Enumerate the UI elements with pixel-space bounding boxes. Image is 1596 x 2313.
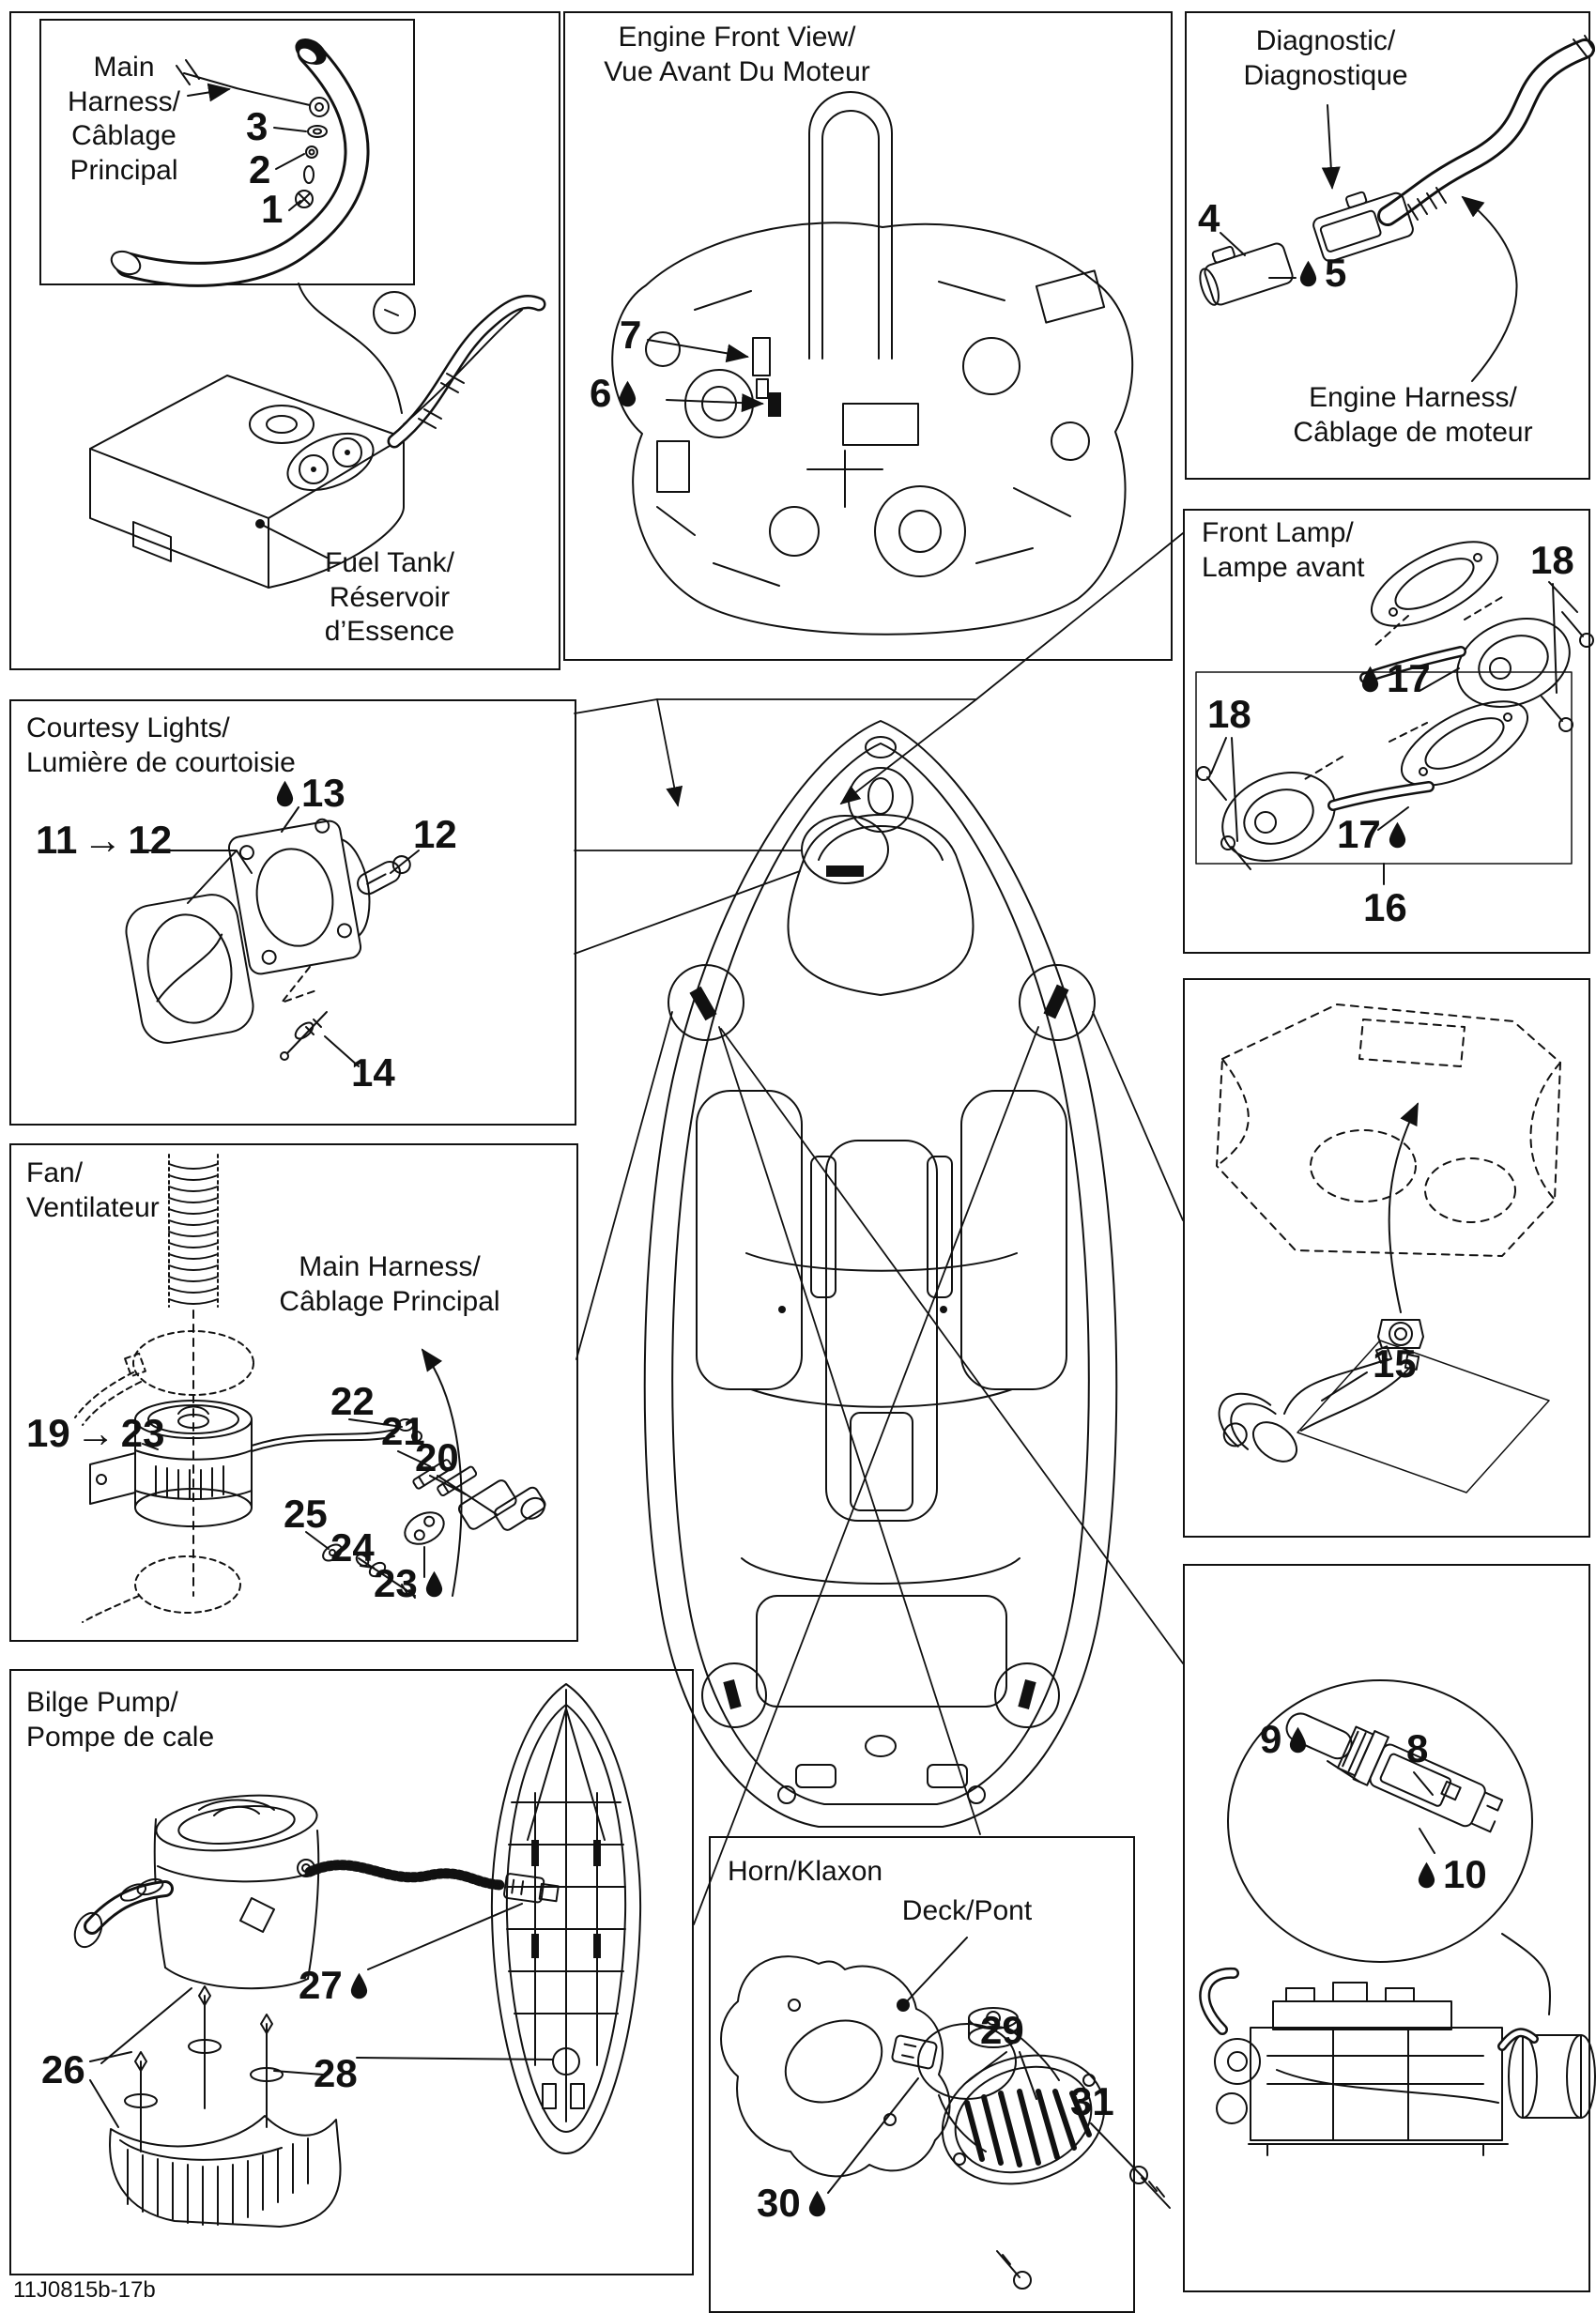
main-harness-title: Main Harness/ Câblage Principal [67, 52, 181, 186]
fan-title: Fan/ Ventilateur [26, 1157, 160, 1223]
engine-harness-label: Engine Harness/ Câblage de moteur [1293, 382, 1533, 448]
panel-engine-front-view [563, 11, 1173, 661]
callout-22: 22 [330, 1379, 375, 1423]
front-lamp-title: Front Lamp/ Lampe avant [1202, 517, 1365, 583]
callout-27: 27 [299, 1966, 370, 2005]
page-code: 11J0815b-17b [13, 2277, 156, 2303]
callout-13: 13 [274, 774, 345, 813]
lubricant-drop-icon [1387, 820, 1408, 850]
callout-24: 24 [330, 1525, 375, 1570]
callout-8: 8 [1406, 1726, 1429, 1770]
callout-5: 5 [1297, 253, 1346, 293]
callout-17b: 17 [1337, 815, 1408, 854]
callout-11-12: 11 → 12 [36, 818, 173, 862]
deck-label: Deck/Pont [901, 1895, 1033, 1926]
callout-26: 26 [41, 2047, 85, 2091]
courtesy-lights-title: Courtesy Lights/ Lumière de courtoisie [26, 712, 296, 778]
callout-10: 10 [1416, 1855, 1487, 1894]
callout-21: 21 [381, 1409, 425, 1453]
range-arrow-icon: → [75, 1411, 115, 1455]
callout-23: 23 [374, 1564, 445, 1603]
range-arrow-icon: → [83, 818, 123, 862]
callout-30: 30 [757, 2183, 828, 2223]
callout-1: 1 [261, 187, 284, 231]
callout-14: 14 [351, 1050, 395, 1095]
callout-29: 29 [980, 2008, 1024, 2052]
lubricant-drop-icon [274, 779, 296, 808]
callout-28: 28 [314, 2051, 358, 2095]
diagnostic-title: Diagnostic/ Diagnostique [1243, 25, 1408, 91]
engine-front-view-title: Engine Front View/ Vue Avant Du Moteur [604, 22, 870, 87]
callout-25: 25 [284, 1492, 328, 1536]
callout-19-23: 19 → 23 [26, 1411, 165, 1455]
lubricant-drop-icon [617, 379, 638, 408]
lubricant-drop-icon [1297, 259, 1319, 288]
callout-6: 6 [590, 374, 638, 413]
callout-16: 16 [1363, 885, 1407, 929]
callout-3: 3 [246, 104, 269, 148]
bilge-pump-title: Bilge Pump/ Pompe de cale [26, 1687, 215, 1753]
callout-17a: 17 [1359, 659, 1431, 698]
lubricant-drop-icon [806, 2189, 828, 2218]
callout-2: 2 [249, 147, 271, 191]
panel-sensor [1183, 1564, 1590, 2292]
lubricant-drop-icon [1287, 1725, 1309, 1754]
callout-15: 15 [1373, 1341, 1417, 1386]
fuel-tank-label: Fuel Tank/ Réservoir d’Essence [324, 547, 455, 648]
lubricant-drop-icon [423, 1570, 445, 1599]
lubricant-drop-icon [1359, 665, 1381, 694]
lubricant-drop-icon [1416, 1861, 1437, 1890]
callout-20: 20 [415, 1435, 459, 1479]
callout-18a: 18 [1530, 538, 1574, 582]
horn-title: Horn/Klaxon [728, 1856, 883, 1887]
callout-31: 31 [1070, 2079, 1114, 2123]
callout-7: 7 [620, 313, 642, 357]
callout-12: 12 [413, 812, 457, 856]
panel-console-light [1183, 978, 1590, 1538]
callout-18b: 18 [1207, 692, 1251, 736]
fan-main-harness-label: Main Harness/ Câblage Principal [279, 1251, 500, 1317]
callout-4: 4 [1198, 196, 1220, 240]
hull-top-view-drawing [645, 721, 1117, 1827]
lubricant-drop-icon [348, 1971, 370, 2000]
callout-9: 9 [1260, 1720, 1309, 1759]
